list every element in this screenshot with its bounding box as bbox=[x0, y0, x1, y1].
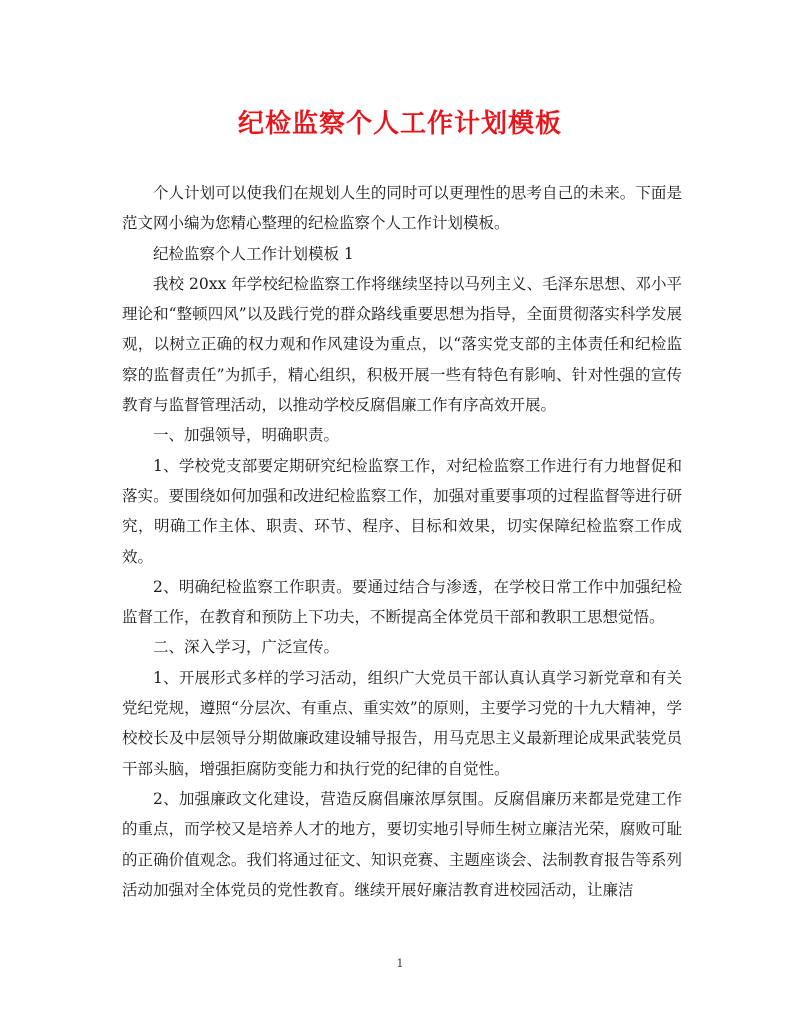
section-1-item-2: 2、明确纪检监察工作职责。要通过结合与渗透，在学校日常工作中加强纪检监督工作，在教育和预防上下功夫，不断提高全体党员干部和教职工思想觉悟。 bbox=[122, 577, 682, 627]
page-number: 1 bbox=[396, 957, 404, 970]
overview-paragraph: 我校 20xx 年学校纪检监察工作将继续坚持以马列主义、毛泽东思想、邓小平理论和“整顿四风”以及践行党的群众路线重要思想为指导，全面贯彻落实科学发展观，以树立正确的权力观和作风建设为重点，以“落实党支部的主体责任和纪检监察的监督责任”为抓手，精心组织，积极开展一些有特色有影响、针对性强的宣传教育与监督管理活动，以推动学校反腐倡廉工作有序高效开展。 bbox=[122, 274, 682, 415]
section-2-item-2: 2、加强廉政文化建设，营造反腐倡廉浓厚氛围。反腐倡廉历来都是党建工作的重点，而学校又是培养人才的地方，要切实地引导师生树立廉洁光荣，腐败可耻的正确价值观念。我们将通过征文、知识竞赛、主题座谈会、法制教育报告等系列活动加强对全体党员的党性教育。继续开展好廉洁教育进校园活动，让廉洁 bbox=[122, 789, 682, 899]
section-heading-1: 一、加强领导，明确职责。 bbox=[153, 426, 340, 445]
section-1-item-1: 1、学校党支部要定期研究纪检监察工作，对纪检监察工作进行有力地督促和落实。要围绕如何加强和改进纪检监察工作，加强对重要事项的过程监督等进行研究，明确工作主体、职责、环节、程序、目标和效果，切实保障纪检监察工作成效。 bbox=[122, 456, 682, 566]
intro-paragraph: 个人计划可以使我们在规划人生的同时可以更理性的思考自己的未来。下面是范文网小编为您精心整理的纪检监察个人工作计划模板。 bbox=[122, 184, 682, 233]
template-heading: 纪检监察个人工作计划模板 1 bbox=[153, 244, 354, 263]
document-title: 纪检监察个人工作计划模板 bbox=[237, 109, 562, 139]
section-2-item-1: 1、开展形式多样的学习活动，组织广大党员干部认真认真学习新党章和有关党纪党规，遵照“分层次、有重点、重实效”的原则，主要学习党的十九大精神，学校校长及中层领导分期做廉政建设辅导报告，用马克思主义最新理论成果武装党员干部头脑，增强拒腐防变能力和执行党的纪律的自觉性。 bbox=[122, 668, 682, 778]
section-heading-2: 二、深入学习，广泛宣传。 bbox=[153, 638, 340, 657]
document-body bbox=[122, 178, 682, 905]
